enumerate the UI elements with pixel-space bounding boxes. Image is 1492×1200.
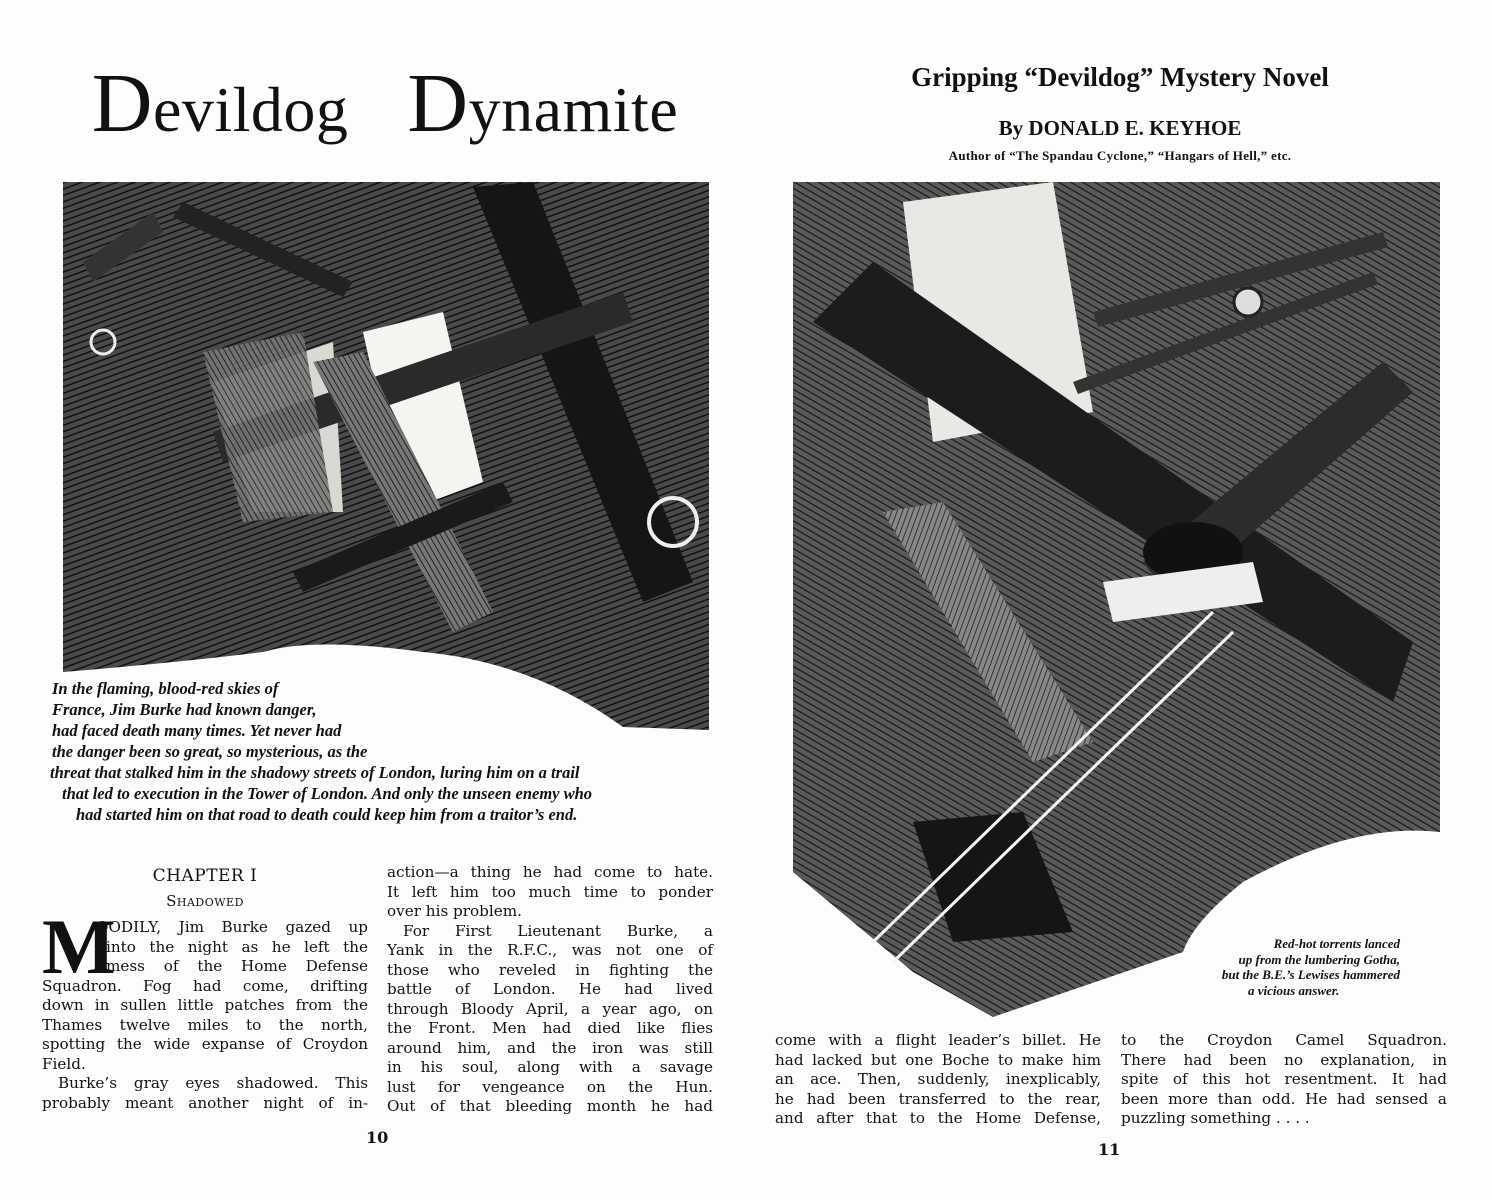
text-line: the Front. Men had died like flies bbox=[387, 1019, 713, 1037]
text-line: an ace. Then, suddenly, inexplicably, bbox=[775, 1070, 1101, 1088]
story-deck bbox=[52, 678, 592, 825]
text-line: over his problem. bbox=[387, 902, 522, 920]
page-number-left: 10 bbox=[366, 1128, 389, 1147]
text-line: Out of that bleeding month he had bbox=[387, 1097, 713, 1115]
text-line: and after that to the Home Defense, bbox=[775, 1109, 1101, 1127]
body-col-4 bbox=[1121, 1031, 1447, 1129]
text-line: around him, and the iron was still bbox=[387, 1038, 713, 1057]
author-byline: By DONALD E. KEYHOE bbox=[998, 116, 1242, 140]
text-line: lust for vengeance on the Hun. bbox=[387, 1077, 713, 1096]
title-initial-2: D bbox=[407, 57, 469, 150]
text-line: Squadron. Fog had come, drifting bbox=[42, 976, 368, 995]
chapter-heading: CHAPTER I bbox=[152, 866, 258, 886]
chapter-title: Shadowed bbox=[166, 892, 244, 910]
body-col-1-indented bbox=[96, 918, 368, 977]
title-word-2: ynamite bbox=[468, 74, 679, 145]
body-col-1 bbox=[42, 977, 368, 1114]
caption-line: up from the lumbering Gotha, bbox=[1238, 951, 1400, 967]
text-line: battle of London. He had lived bbox=[387, 980, 713, 998]
text-line: those who reveled in fighting the bbox=[387, 960, 713, 979]
text-line: There had been no explanation, in bbox=[1121, 1050, 1447, 1069]
title-word-1: evildog bbox=[152, 74, 349, 145]
deck-line: In the flaming, blood-red skies of bbox=[52, 679, 279, 698]
text-line: For First Lieutenant Burke, a bbox=[403, 921, 713, 940]
title-initial-1: D bbox=[91, 57, 153, 150]
gotha-bomber-illustration bbox=[793, 182, 1440, 1022]
story-subtitle: Gripping “Devildog” Mystery Novel bbox=[911, 62, 1329, 92]
body-col-2 bbox=[387, 863, 713, 1117]
text-line: puzzling something . . . . bbox=[1121, 1109, 1310, 1127]
caption-line: Red-hot torrents lanced bbox=[1273, 936, 1400, 951]
biplanes-dogfight-illustration bbox=[63, 182, 709, 737]
text-line: Burke’s gray eyes shadowed. This bbox=[58, 1074, 368, 1092]
drop-cap: M bbox=[42, 903, 116, 990]
text-line: spotting the wide expanse of Croydon bbox=[42, 1035, 368, 1053]
text-line: into the night as he left the bbox=[106, 937, 368, 956]
text-line: to the Croydon Camel Squadron. bbox=[1121, 1031, 1447, 1049]
deck-line: threat that stalked him in the shadowy streets of London, luring him on a trail bbox=[50, 763, 580, 782]
text-line: in his soul, along with a savage bbox=[387, 1058, 713, 1076]
text-line: Thames twelve miles to the north, bbox=[42, 1015, 368, 1034]
caption-line: but the B.E.’s Lewises hammered bbox=[1221, 967, 1400, 982]
deck-line: had started him on that road to death could keep him from a traitor’s end. bbox=[76, 805, 578, 824]
text-line: probably meant another night of in- bbox=[42, 1093, 368, 1112]
text-line: mess of the Home Defense bbox=[106, 957, 368, 975]
text-line: been more than odd. He had sensed a bbox=[1121, 1089, 1447, 1108]
story-title bbox=[60, 57, 710, 150]
text-line: through Bloody April, a year ago, on bbox=[387, 999, 713, 1018]
text-line: spite of this hot resentment. It had bbox=[1121, 1070, 1447, 1088]
text-line: he had been transferred to the rear, bbox=[775, 1089, 1101, 1108]
deck-line: France, Jim Burke had known danger, bbox=[52, 700, 317, 719]
text-line: action—a thing he had come to hate. bbox=[387, 863, 713, 881]
deck-line: the danger been so great, so mysterious, as the bbox=[52, 742, 368, 761]
illustration-caption bbox=[1130, 936, 1400, 998]
text-line: It left him too much time to ponder bbox=[387, 882, 713, 901]
caption-line: a vicious answer. bbox=[1248, 982, 1340, 998]
deck-line: had faced death many times. Yet never had bbox=[52, 721, 342, 740]
author-credits: Author of “The Spandau Cyclone,” “Hangars of Hell,” etc. bbox=[948, 148, 1292, 163]
text-line: OODILY, Jim Burke gazed up bbox=[96, 918, 368, 936]
deck-line: that led to execution in the Tower of London. And only the unseen enemy who bbox=[62, 784, 593, 803]
text-line: Field. bbox=[42, 1054, 86, 1073]
text-line: Yank in the R.F.C., was not one of bbox=[387, 941, 713, 959]
text-line: down in sullen little patches from the bbox=[42, 996, 368, 1014]
text-line: come with a flight leader’s billet. He bbox=[775, 1031, 1101, 1049]
text-line: had lacked but one Boche to make him bbox=[775, 1050, 1101, 1069]
body-col-3 bbox=[775, 1031, 1101, 1129]
page-number-right: 11 bbox=[1098, 1140, 1121, 1159]
